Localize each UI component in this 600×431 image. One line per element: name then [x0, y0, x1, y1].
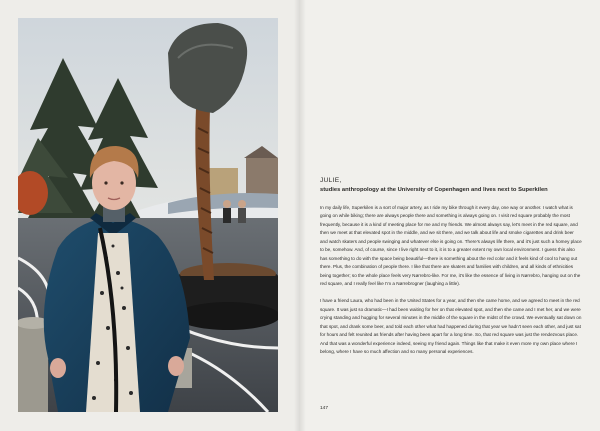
paragraph-1: In my daily life, Superkilen is a sort of major artery, as I ride my bike through it every day, one way or another. I watch what is going on while biking; there are always people there and something is always going on. I visit red square probably the most frequently, because it is a kind of meeting place for me and my friends. We almost always say, let's meet in the red square, and then we meet at that elevated spot in the middle, and we sit there, and we talk about life and smoke cigarettes and drink beer and watch skaters and people swinging and whatever else is going on. There's always life there, and it's just such a homey place to be, somehow. And, of course, since I live right next to it, it is to a greater extent my own local environment. I guess this also has something to do with the space being beautiful—there is something about the red color and it feels kind of cool to hang out there. Plus, the combination of people there. I like that there are skaters and families with children, and all kinds of ethnicities being together; so the whole place feels very Nørrebro-like. For me, it's like the essence of living in Nørrebro, hanging out on the red square, and I really feel like I'm a Nørrebrogner (laughing a little). — [320, 204, 582, 287]
portrait-photo — [18, 18, 278, 412]
article-text — [320, 177, 582, 365]
page-number: 147 — [320, 406, 329, 411]
person-description: studies anthropology at the University of Copenhagen and lives next to Superkilen — [320, 187, 548, 193]
person-name: JULIE, — [320, 177, 342, 184]
paragraph-2: I have a friend Laura, who had been in the United States for a year, and then she came home, and we agreed to meet in the red square. It was just so dramatic—I had been waiting for her on that elevated spot, and then she came and I met her, and we were crying standing and hugging for several minutes in the middle of the square in the midst of the crowd. We eventually sat down on that spot, and drank some beer, and told each other what had happened during that year we hadn't seen each other, and just sat for hours and felt reunited as friends after having been apart for a long time. So, that red square was just the rendezvous place. And that was a wonderful experience indeed, seeing my friend again. Things like that make it even more my own place where I belong, where I have so much affection and so many personal experiences. — [320, 297, 582, 355]
page-gutter — [294, 0, 306, 431]
